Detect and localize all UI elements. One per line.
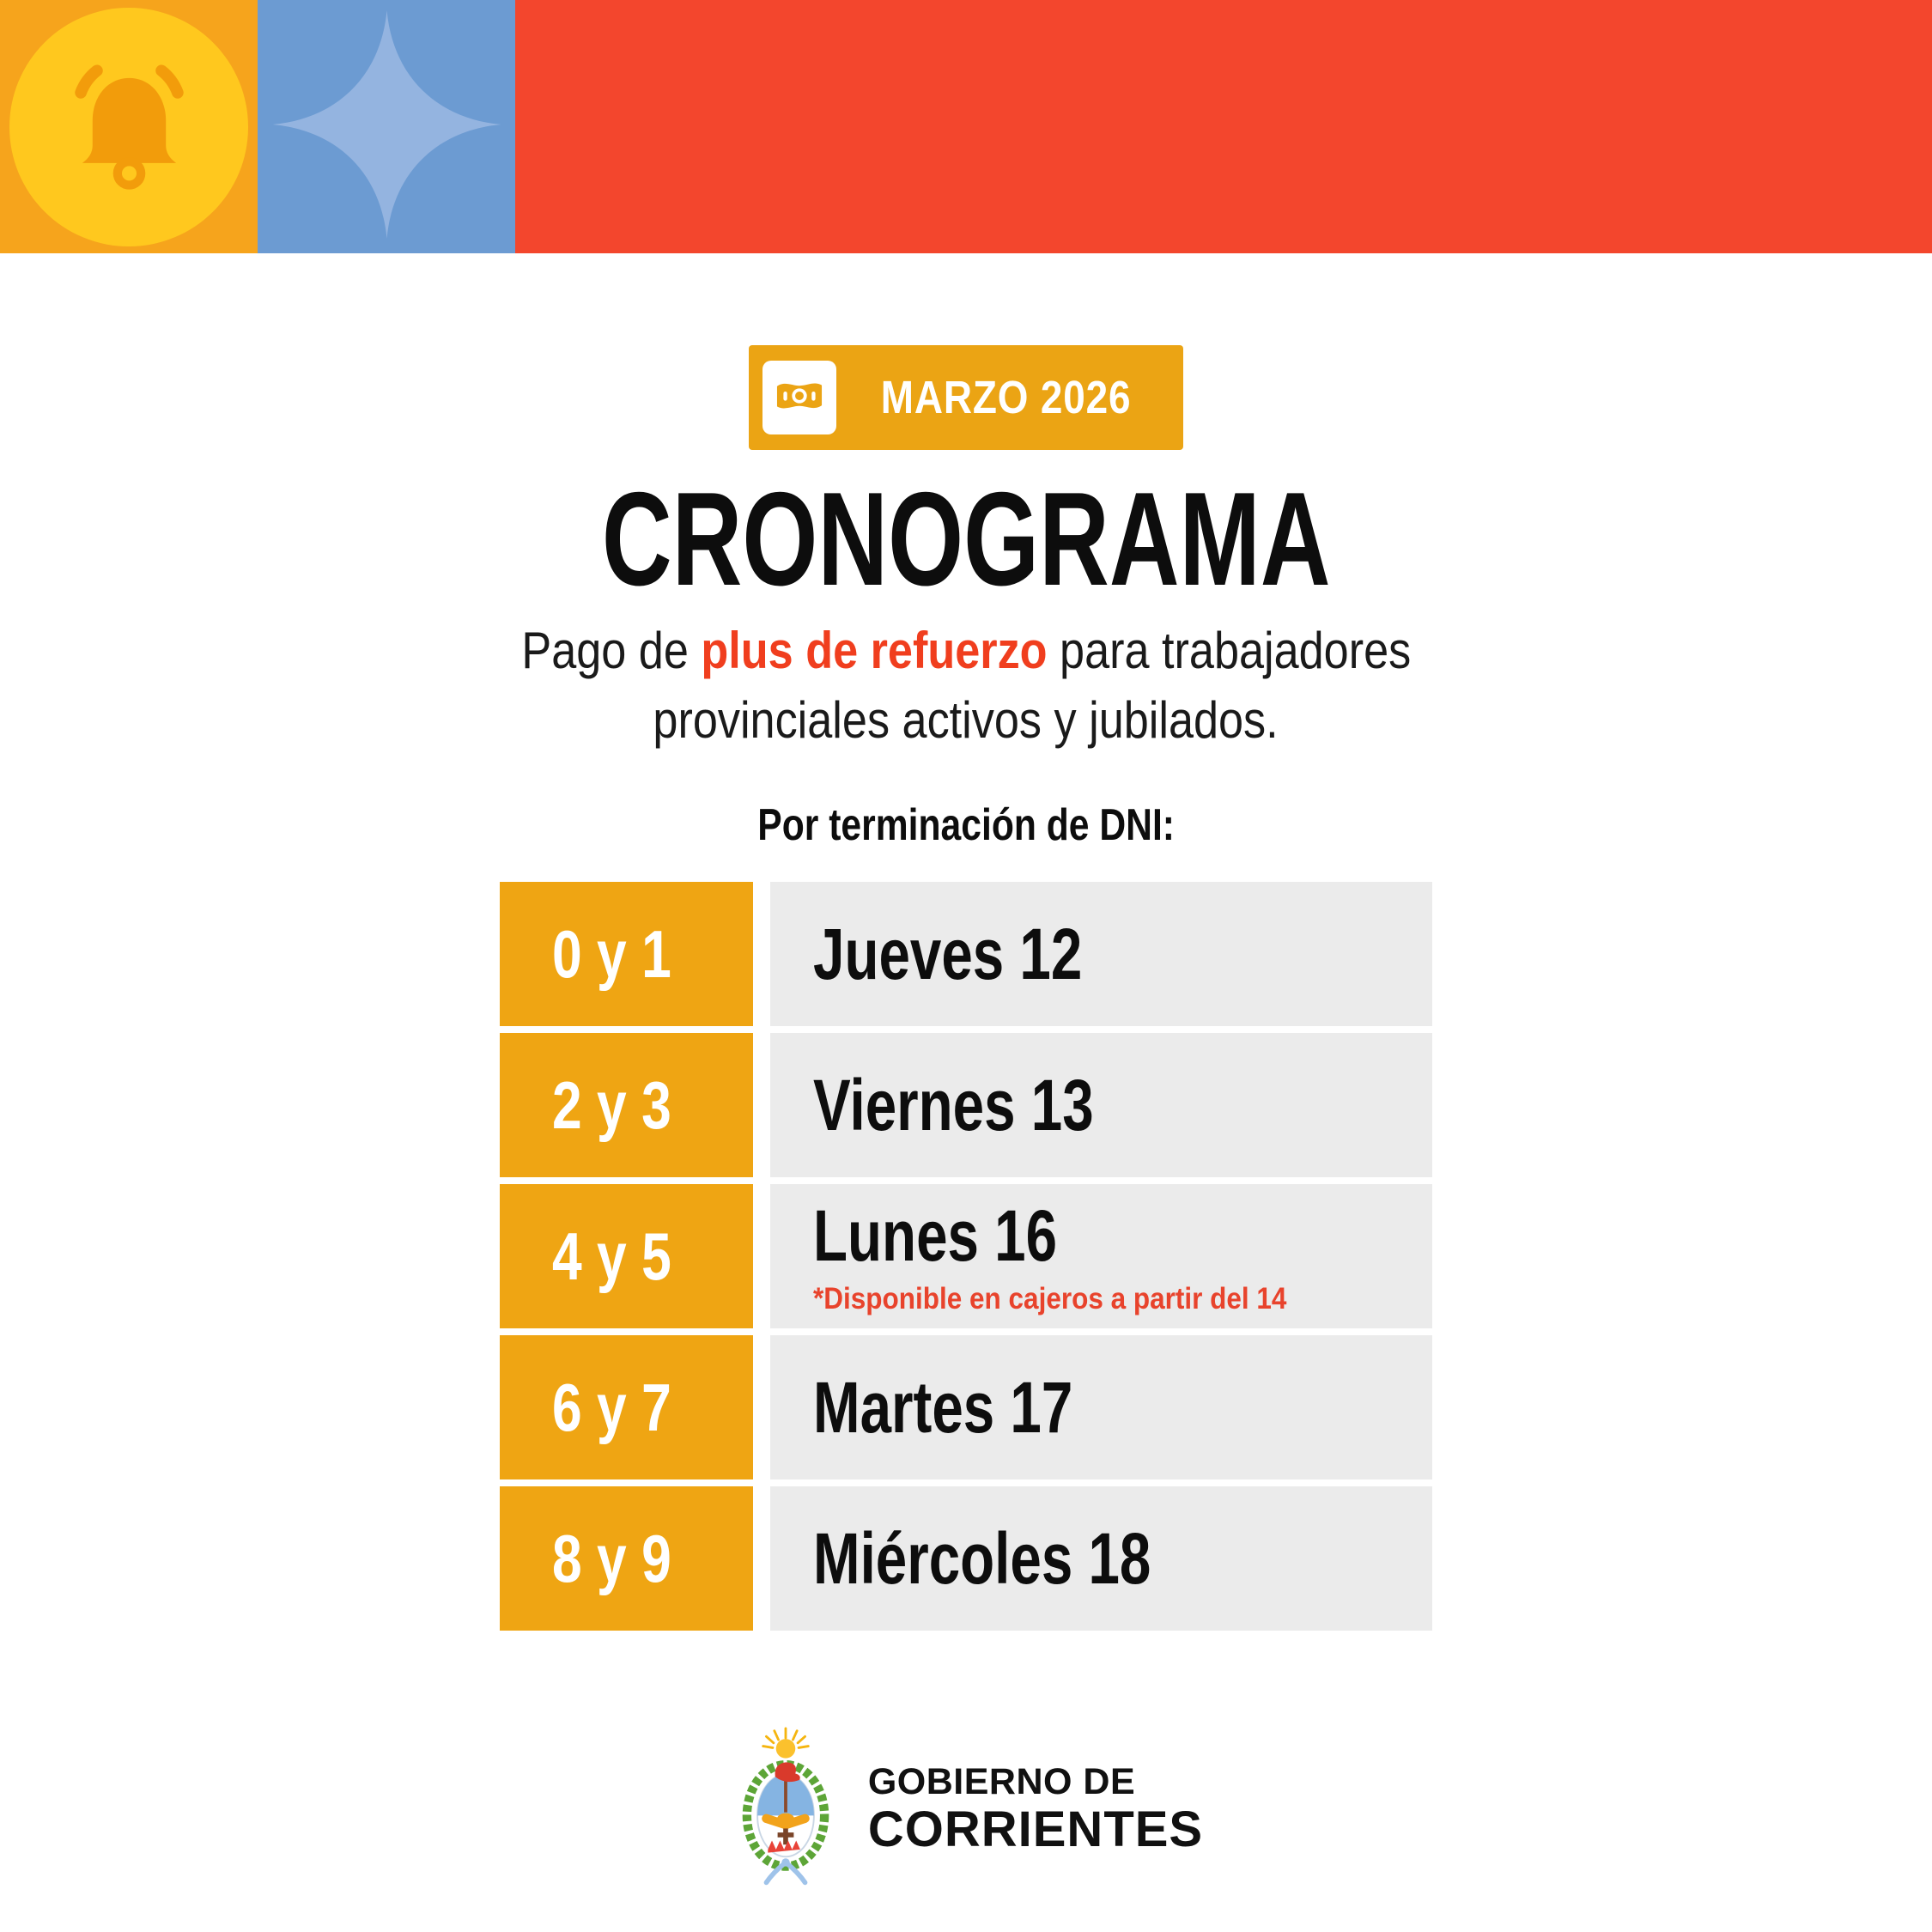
table-row	[500, 1184, 1432, 1328]
dni-cell: 2 y 3	[500, 1033, 753, 1177]
day-cell	[770, 1335, 1432, 1479]
day-name: Jueves 12	[813, 914, 1083, 994]
table-row	[500, 1486, 1432, 1631]
subtitle	[0, 616, 1932, 755]
table-row	[500, 1033, 1432, 1177]
day-note: *Disponible en cajeros a partir del 14	[813, 1281, 1287, 1315]
dni-cell: 8 y 9	[500, 1486, 753, 1631]
table-row	[500, 1335, 1432, 1479]
day-cell	[770, 1184, 1432, 1328]
day-cell	[770, 1033, 1432, 1177]
government-wordmark	[868, 1761, 1203, 1858]
bell-circle	[9, 8, 248, 246]
bell-tile	[0, 0, 258, 253]
subtitle-line-1: Pago de plus de refuerzo para trabajadores	[521, 622, 1411, 679]
table-row	[500, 882, 1432, 1026]
schedule-table	[500, 882, 1432, 1631]
hero-red-bar	[515, 0, 1932, 253]
day-name: Lunes 16	[813, 1194, 1058, 1276]
footer	[0, 1727, 1932, 1893]
day-cell	[770, 1486, 1432, 1631]
day-name: Viernes 13	[813, 1065, 1094, 1145]
banknote-icon	[773, 369, 826, 427]
bell-icon	[41, 37, 217, 217]
hero-strip	[0, 0, 1932, 253]
day-cell	[770, 882, 1432, 1026]
sparkle-tile	[258, 0, 515, 253]
sparkle-icon	[269, 4, 505, 249]
corrientes-coat-of-arms-icon	[729, 1727, 842, 1893]
org-line-1: GOBIERNO DE	[867, 1760, 1136, 1802]
banknote-icon-box	[762, 361, 836, 434]
day-name: Martes 17	[813, 1367, 1073, 1448]
subtitle-line-2: provinciales activos y jubilados.	[653, 691, 1279, 749]
day-name: Miércoles 18	[813, 1518, 1151, 1599]
subtitle-highlight: plus de refuerzo	[701, 622, 1048, 679]
dni-cell: 4 y 5	[500, 1184, 753, 1328]
page-title: CRONOGRAMA	[601, 465, 1331, 613]
dni-cell: 0 y 1	[500, 882, 753, 1026]
org-line-2: CORRIENTES	[867, 1801, 1204, 1858]
month-badge-label: MARZO 2026	[881, 372, 1132, 423]
month-badge	[749, 345, 1182, 450]
section-label: Por terminación de DNI:	[757, 800, 1175, 850]
dni-cell: 6 y 7	[500, 1335, 753, 1479]
